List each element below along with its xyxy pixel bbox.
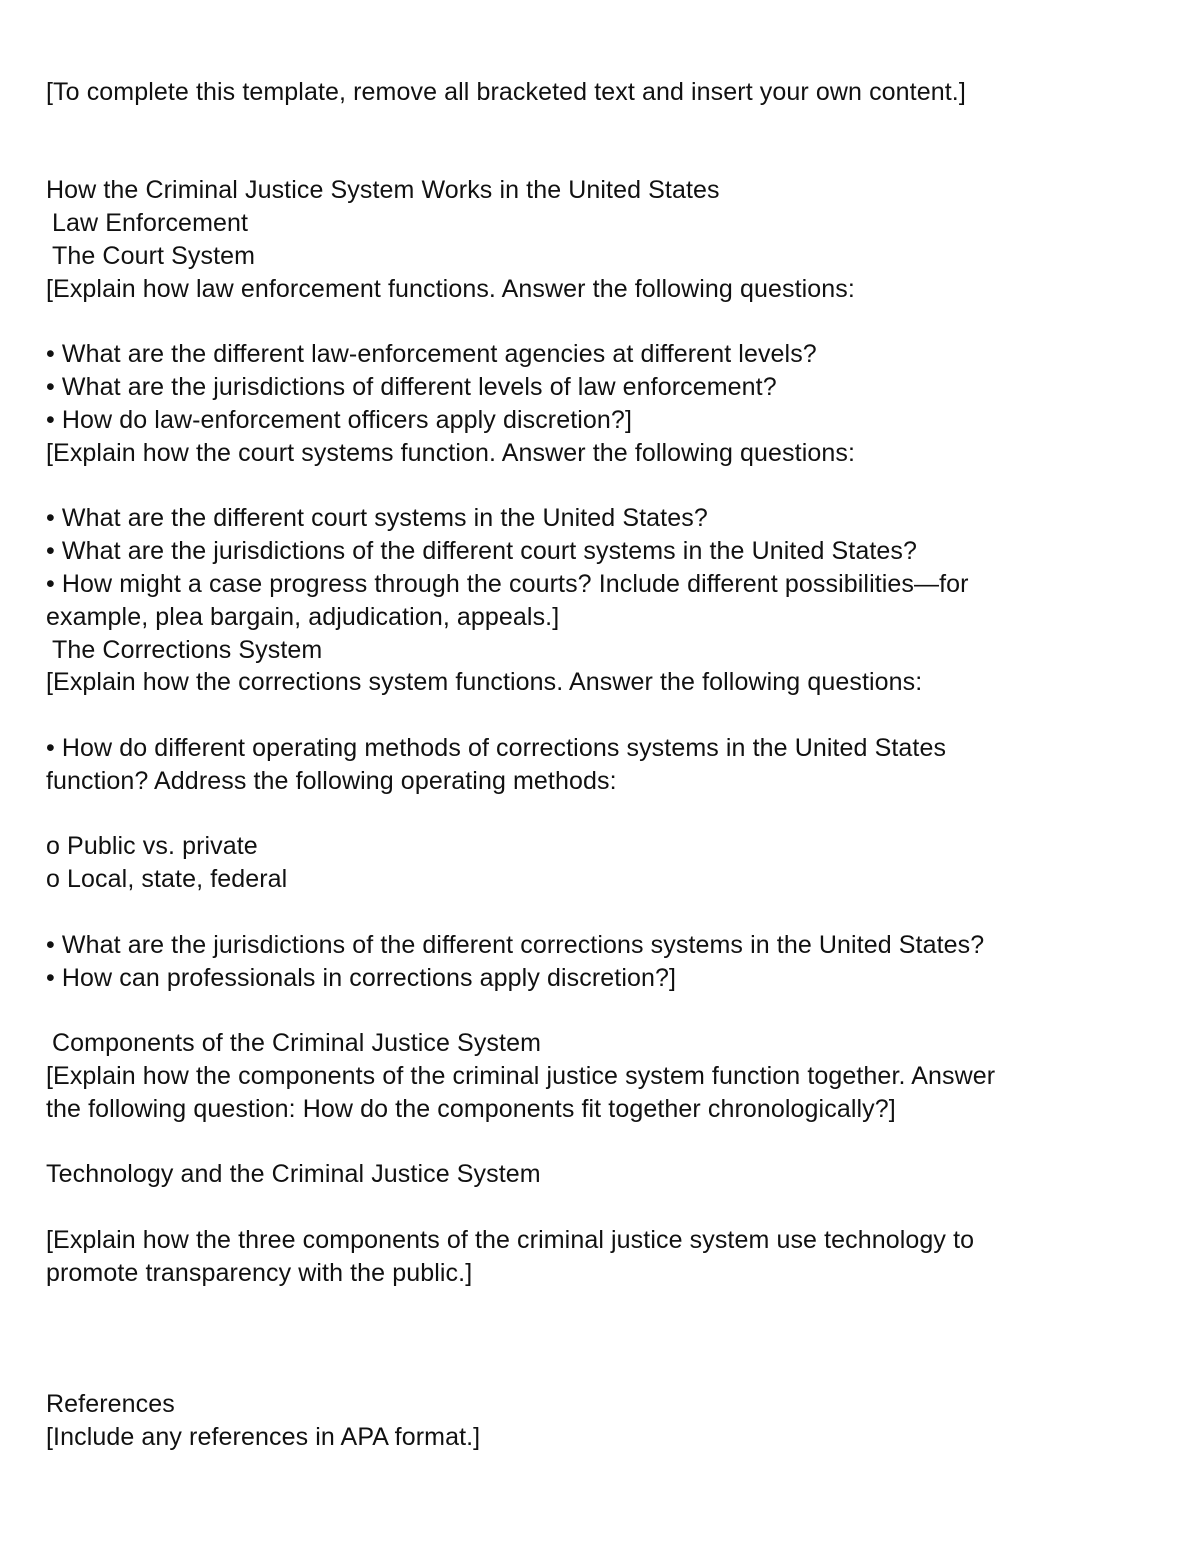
heading-court-system: The Court System — [52, 241, 256, 270]
court-intro-text: [Explain how the court systems function. Answer the following questions: — [46, 438, 856, 467]
heading-corrections-system: The Corrections System — [52, 635, 323, 664]
spacer — [46, 699, 1140, 732]
template-instructions: [To complete this template, remove all bracketed text and insert your own content.] — [46, 78, 966, 106]
technology-text-line-2: promote transparency with the public.] — [46, 1258, 473, 1287]
technology-text-line-1: [Explain how the three components of the criminal justice system use technology to — [46, 1225, 975, 1254]
law-intro-text: [Explain how law enforcement functions. Answer the following questions: — [46, 274, 855, 303]
corrections-subitem-2: o Local, state, federal — [46, 865, 288, 894]
court-question-3-line-2: example, plea bargain, adjudication, appeals.] — [46, 602, 560, 631]
heading-law-enforcement: Law Enforcement — [52, 209, 249, 238]
document-title: How the Criminal Justice System Works in the United States — [46, 176, 720, 205]
spacer — [46, 109, 1140, 175]
court-question-3-line-1: • How might a case progress through the courts? Include different possibilities—for — [46, 569, 969, 598]
references-text: [Include any references in APA format.] — [46, 1422, 481, 1451]
corrections-subitem-1: o Public vs. private — [46, 832, 258, 861]
spacer — [46, 306, 1140, 339]
corrections-intro-text: [Explain how the corrections system functions. Answer the following questions: — [46, 668, 923, 697]
heading-components: Components of the Criminal Justice System — [52, 1029, 542, 1058]
law-question-1: • What are the different law-enforcement agencies at different levels? — [46, 340, 817, 369]
spacer — [46, 470, 1140, 503]
spacer — [46, 798, 1140, 831]
components-text-line-2: the following question: How do the components fit together chronologically?] — [46, 1094, 896, 1123]
spacer — [46, 1289, 1140, 1387]
court-question-2: • What are the jurisdictions of the different court systems in the United States? — [46, 537, 917, 566]
corrections-question-2: • What are the jurisdictions of the different corrections systems in the United States? — [46, 930, 985, 959]
corrections-question-1-line-1: • How do different operating methods of corrections systems in the United States — [46, 733, 947, 762]
heading-technology: Technology and the Criminal Justice System — [46, 1160, 541, 1189]
law-question-3: • How do law-enforcement officers apply discretion?] — [46, 405, 632, 434]
spacer — [46, 1191, 1140, 1224]
spacer — [46, 896, 1140, 929]
spacer — [46, 994, 1140, 1027]
law-question-2: • What are the jurisdictions of different levels of law enforcement? — [46, 373, 777, 402]
heading-references: References — [46, 1389, 175, 1418]
corrections-question-1-line-2: function? Address the following operating methods: — [46, 766, 617, 795]
corrections-question-3: • How can professionals in corrections apply discretion?] — [46, 963, 677, 992]
spacer — [46, 1126, 1140, 1159]
court-question-1: • What are the different court systems in the United States? — [46, 504, 708, 533]
components-text-line-1: [Explain how the components of the criminal justice system function together. Answer — [46, 1061, 996, 1090]
